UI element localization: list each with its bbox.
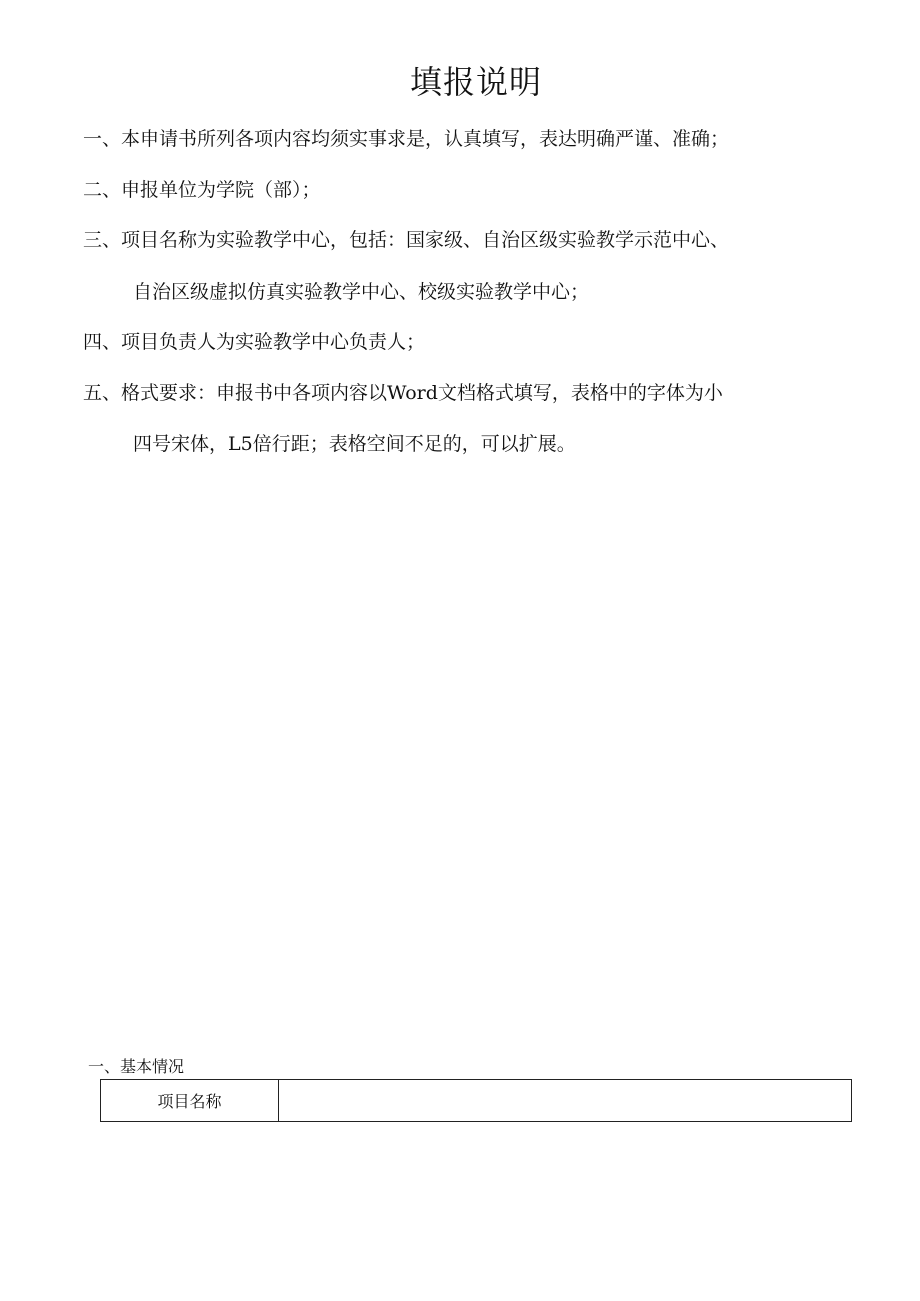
basic-info-table [100, 1079, 852, 1122]
section-heading: 一、基本情况 [88, 1057, 185, 1076]
instruction-3: 三、项目名称为实验教学中心，包括：国家级、自治区级实验教学示范中心、 [83, 229, 730, 251]
instruction-4: 四、项目负责人为实验教学中心负责人； [83, 331, 426, 353]
instruction-5-continued: 四号宋体，L5倍行距；表格空间不足的，可以扩展。 [133, 433, 576, 455]
project-name-label: 项目名称 [101, 1080, 279, 1122]
page-title: 填报说明 [409, 63, 542, 101]
instruction-2: 二、申报单位为学院（部）； [83, 179, 321, 201]
instruction-5: 五、格式要求：申报书中各项内容以Word文档格式填写，表格中的字体为小 [83, 382, 723, 404]
table-row [101, 1080, 852, 1122]
instruction-1: 一、本申请书所列各项内容均须实事求是，认真填写，表达明确严谨、准确； [83, 128, 730, 150]
project-name-field[interactable] [279, 1080, 852, 1122]
instruction-3-continued: 自治区级虚拟仿真实验教学中心、校级实验教学中心； [133, 281, 590, 303]
